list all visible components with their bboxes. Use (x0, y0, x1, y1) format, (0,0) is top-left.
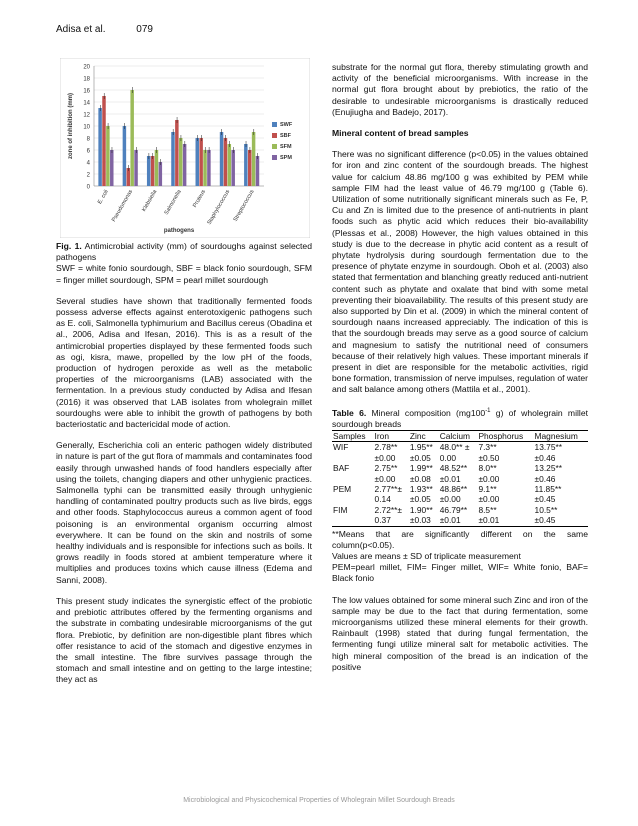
table-header-cell: Phosphorus (477, 430, 533, 441)
table-cell: 2.72**± (374, 504, 402, 515)
table-cell (332, 515, 374, 526)
bar-sfm (179, 138, 182, 186)
bar-spm (231, 150, 234, 186)
table-row (332, 494, 588, 504)
table-cell: 0.00 (439, 452, 457, 463)
x-tick-label: Proteus (192, 189, 208, 209)
table-note: **Means that are significantly different on the same column(p<0.05). (332, 528, 588, 550)
left-column (56, 241, 312, 686)
table-cell: 11.85** (534, 483, 562, 494)
bar-sbf (175, 120, 178, 186)
table-row (332, 505, 588, 515)
table-cell (332, 453, 374, 463)
table-cell: ±0.01 (439, 473, 461, 484)
table-cell: BAF (333, 463, 350, 474)
bar-sbf (199, 138, 202, 186)
figure-1 (60, 58, 310, 238)
y-tick-label: 4 (86, 160, 90, 167)
y-axis-label: zone of inhibition (mm) (68, 93, 74, 159)
table-cell: 1.95** (409, 442, 433, 453)
table-cell: ±0.00 (374, 473, 396, 484)
bar-swf (220, 132, 223, 186)
legend-label: SBF (280, 133, 291, 139)
y-tick-label: 0 (86, 184, 90, 191)
y-tick-label: 12 (83, 112, 90, 119)
y-tick-label: 6 (86, 148, 90, 155)
y-tick-label: 8 (86, 136, 90, 143)
antimicrobial-bar-chart (60, 58, 310, 238)
table-cell: 2.78** (374, 442, 398, 453)
bar-sfm (228, 144, 231, 186)
table-cell: ±0.00 (374, 452, 396, 463)
bar-sfm (155, 150, 158, 186)
x-axis-label: pathogens (163, 228, 195, 234)
table-cell: ±0.45 (534, 515, 588, 526)
figure-caption-label: Fig. 1. (56, 241, 82, 251)
legend-swatch (272, 122, 277, 127)
table-cell: ±0.03 (409, 515, 439, 526)
bar-sbf (151, 156, 154, 186)
table-cell: ±0.50 (478, 452, 500, 463)
bar-sfm (106, 126, 109, 186)
paragraph: There was no significant difference (p<0.05) in the values obtained for iron and zinc content of the sourdough breads. The highest value for calcium 48.86 mg/100 g was exhibited by PEM while sample FIM had the least value of 46.79 mg/100 g (Table 6). Utilization of some nutritionally significant minerals such as Fe, P, Cu and Zn is limited due to the presence of anti-nutrients in plant foods such as phytic acid which reduces their bio-availability (Plessas et al., 2008) However, the high values obtained in this study is due to the decrease in phytic acid content as a result of phytate hydrolysis during sourdough fermentation due to the presence of phytate enzyme in sourdough. Oboh et al. (2003) also stated that fermentation and blanching greatly reduced anti-nutrient content such as phytate and oxalate that bind with some metal preventing their bioavailability. The results of this present study are also supported by Din et al. (2009) in which the mineral content of sourdough naans increased appreciably. The indication of this is that the sourdough breads may serve as a good source of calcium and magnesium to satisfy the nutritional need of consumers because of their relatively high values. These important minerals if present in diet are responsible for the metabolic activities, rigid bone formation, transmission of nerve impulses, regulation of water and salt balance among others (Mattila et al., 2001). (332, 149, 588, 395)
table-cell: 1.93** (409, 483, 433, 494)
table-header-cell: Magnesium (534, 430, 588, 441)
y-tick-label: 20 (83, 64, 90, 71)
table-header-cell: Calcium (439, 430, 478, 441)
paragraph: Several studies have shown that traditionally fermented foods possess adverse effects against enterotoxigenic pathogens such as E. coli, Salmonella typhimurium and Bacillus cereus (Obadina et al., 2006, Adisa and Ifesan, 2016). This is as a result of the antimicrobial properties displayed by these fermented foods such as ogi, kisra, mawe, propelled by the low pH of the foods, production of hydrogen peroxide as well as the metabolic properties of the microorganisms (LAB) associated with the fermentation. In a previous study conducted by Adisa and Ifesan (2016) it was observed that LAB isolates from wholegrain millet sourdoughs were able to inhibit the growth of pathogens by both bacteriostatic and bactericidal mode of action. (56, 295, 312, 430)
bar-sbf (248, 150, 251, 186)
bar-swf (171, 132, 174, 186)
table-header-row (332, 430, 588, 441)
legend-label: SFM (280, 144, 292, 150)
table-cell: FIM (333, 504, 348, 515)
x-tick-label: Klebsiella (141, 189, 159, 213)
table-cell: ±0.00 (478, 473, 500, 484)
x-tick-label: Streptococcus (232, 189, 256, 223)
bar-swf (98, 108, 101, 186)
table-cell: 13.25** (534, 463, 563, 474)
legend-swatch (272, 155, 277, 160)
table-note: PEM=pearl millet, FIM= Finger millet, WIF= White fonio, BAF= Black fonio (332, 562, 588, 584)
right-column (332, 62, 588, 673)
legend-swatch (272, 133, 277, 138)
table-row (332, 453, 588, 463)
table-cell: 2.77**± (374, 483, 402, 494)
y-tick-label: 16 (83, 88, 90, 95)
table-cell: 8.5** (478, 504, 497, 515)
table-note: Values are means ± SD of triplicate measurement (332, 551, 521, 562)
header-authors: Adisa et al. (56, 24, 106, 35)
table-cell: 0.37 (374, 515, 409, 526)
page-number: 079 (136, 24, 153, 35)
table-cell: 2.75** (374, 463, 398, 474)
y-tick-label: 2 (86, 172, 90, 179)
table-cell: 1.90** (409, 504, 433, 515)
x-tick-label: E. coli (97, 189, 110, 206)
table-cell: 9.1** (478, 483, 497, 494)
table-cell: 10.5** (534, 504, 558, 515)
x-tick-label: Pseudomonas (111, 189, 135, 223)
y-tick-label: 18 (83, 76, 90, 83)
bar-sbf (102, 96, 105, 186)
bar-sfm (203, 150, 206, 186)
table-cell: 7.3** (478, 442, 497, 453)
table-cell: ±0.00 (439, 494, 461, 505)
x-tick-label: Salmonella (163, 189, 183, 216)
bar-spm (110, 150, 113, 186)
table-cell: 8.0** (478, 463, 497, 474)
table-cell: ±0.00 (478, 494, 500, 505)
table-row (332, 474, 588, 484)
bar-sfm (130, 90, 133, 186)
bar-swf (244, 144, 247, 186)
table-caption-label: Table 6. (332, 407, 367, 418)
table-cell: PEM (333, 483, 352, 494)
table-cell: 48.52** (439, 463, 468, 474)
table-cell (332, 494, 374, 504)
y-tick-label: 14 (83, 100, 90, 107)
running-header (56, 24, 153, 35)
table-cell: 13.75** (534, 442, 563, 453)
bar-spm (134, 150, 137, 186)
table-cell: ±0.05 (409, 452, 431, 463)
table-row (332, 463, 588, 473)
section-heading: Mineral content of bread samples (332, 128, 469, 139)
table-cell: 48.86** (439, 483, 468, 494)
paragraph: The low values obtained for some mineral such Zinc and iron of the sample may be due to the fact that during fermentation, some microorganisms utilized these mineral elements for their growth. Rainbault (1998) stated that during fungal fermentation, the fermenting fungi utilize mineral salt for metabolic activities. The high mineral composition of the bread is an indication of the positive (332, 594, 588, 672)
table-row (332, 484, 588, 494)
bar-sbf (224, 138, 227, 186)
legend-label: SPM (280, 155, 292, 161)
paragraph: This present study indicates the synergistic effect of the probiotic and prebiotic attributes offered by the fermenting organisms and the substrate in combating undesirable microorganisms of the gut flora. Prebiotic, by definition are non-digestible plant fibres which offer resistance to acid of the stomach and digestive enzymes in the small intestine. The fibre survives passage through the stomach and small intestine and on getting to the large intestine; they act as (56, 595, 312, 685)
table-header-cell: Samples (332, 430, 374, 441)
legend-label: SWF (280, 122, 293, 128)
bar-spm (207, 150, 210, 186)
table-cell: 46.79** (439, 504, 468, 515)
table-cell: ±0.05 (409, 494, 431, 505)
bar-spm (159, 162, 162, 186)
x-tick-label: Staphylococcus (206, 189, 232, 226)
y-tick-label: 10 (83, 124, 90, 131)
figure-caption-text: Antimicrobial activity (mm) of sourdoughs against selected pathogens (56, 241, 312, 263)
bar-swf (196, 138, 199, 186)
table-row (332, 442, 588, 453)
figure-note: SWF = white fonio sourdough, SBF = black fonio sourdough, SFM = finger millet sourdough, SPM = pearl millet sourdough (56, 263, 312, 285)
table-cell: 48.0** ± (439, 442, 470, 453)
bar-sfm (252, 132, 255, 186)
bar-swf (147, 156, 150, 186)
table-header-cell: Zinc (409, 430, 439, 441)
table-caption: Table 6. Mineral composition ($mg100^{-1}$ g) of wholegrain millet sourdough breads (332, 407, 588, 429)
table-row (332, 515, 588, 526)
table-cell: WIF (333, 442, 349, 453)
bar-spm (183, 144, 186, 186)
table-cell: ±0.01 (477, 515, 533, 526)
table-cell: 1.99** (409, 463, 433, 474)
figure-caption (56, 241, 312, 263)
bar-swf (123, 126, 126, 186)
table-cell: ±0.46 (534, 452, 556, 463)
page-footer: Microbiological and Physicochemical Properties of Wholegrain Millet Sourdough Breads (183, 797, 455, 804)
table-cell: ±0.08 (409, 473, 431, 484)
bar-spm (256, 156, 259, 186)
table-cell: ±0.46 (534, 473, 556, 484)
table-cell: ±0.01 (439, 515, 478, 526)
table-cell: 0.14 (374, 494, 391, 505)
legend-swatch (272, 144, 277, 149)
table-cell (332, 474, 374, 484)
table-cell: ±0.45 (534, 494, 556, 505)
paragraph: Generally, Escherichia coli an enteric pathogen widely distributed in nature is part of the gut flora of mammals and contaminates food easily through unwashed hands of food handlers especially after using the toilets, changing diapers and other unhygienic practices. Salmonella typhi can be transmitted easily through unhygienic handling of contaminated poultry products such as live birds, eggs and other foods. Staphylococcus aureus a common agent of food poisoning is an environmental organism occurring almost everywhere. It can be found on the skin and nostrils of some healthy individuals and is responsible for infections such as boils. It grows readily in foods stored at ambient temperature where it multiplies and produces toxins which cause illness (Edema and Sanni, 2008). (56, 440, 312, 585)
table-header-cell: Iron (374, 430, 409, 441)
paragraph: substrate for the normal gut flora, thereby stimulating growth and activity of the beneficial microorganisms. With increase in the normal gut flora brought about by prebiotics, the ratio of the desirable to undesirable microorganisms is drastically reduced (Enujiugha and Badejo, 2017). (332, 62, 588, 117)
mineral-composition-table (332, 430, 588, 527)
